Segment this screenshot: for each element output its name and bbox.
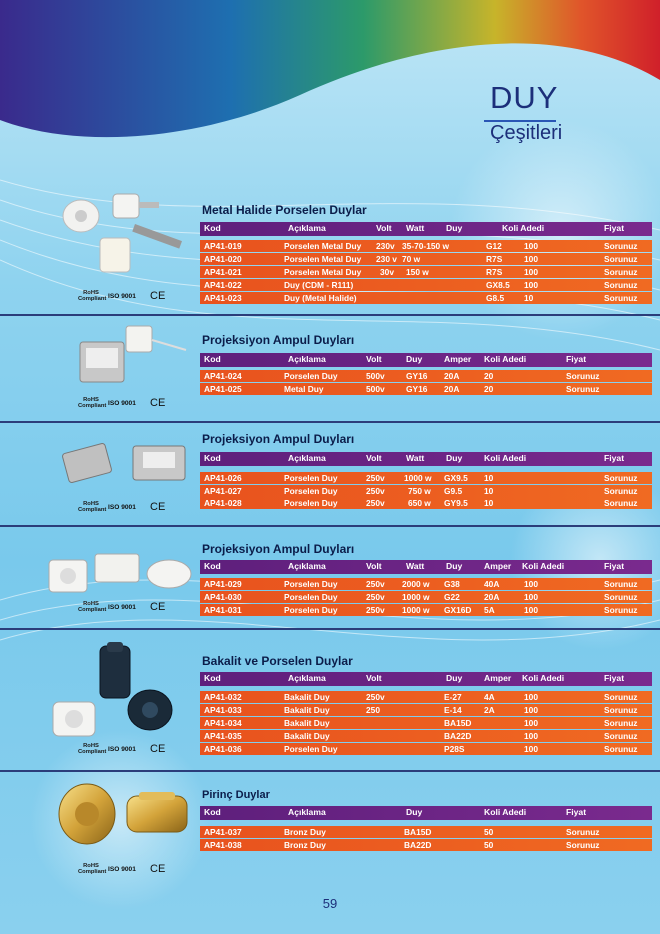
table-header: Kod Açıklama Volt Watt Duy Amper Koli Adedi Fiyat: [200, 560, 652, 574]
title-underline: [484, 120, 556, 122]
table-row: AP41-034 Bakalit Duy BA15D 100 Sorunuz: [200, 717, 652, 729]
section-title: Bakalit ve Porselen Duylar: [202, 654, 353, 668]
section-divider: [0, 525, 660, 527]
table-header: Kod Açıklama Duy Koli Adedi Fiyat: [200, 806, 652, 820]
table-header: Kod Açıklama Volt Watt Duy Koli Adedi Fiyat: [200, 452, 652, 466]
iso-logo: ISO 9001: [108, 866, 136, 873]
table-row: AP41-021 Porselen Metal Duy 30v 150 w R7S 100 Sorunuz: [200, 266, 652, 278]
table-row: AP41-028 Porselen Duy 250v 650 w GY9.5 10 Sorunuz: [200, 497, 652, 509]
cert-logos-5: [78, 743, 188, 757]
projeksiyon-images-1: [70, 322, 190, 398]
table-header: Kod Açıklama Volt Duy Amper Koli Adedi Fiyat: [200, 353, 652, 367]
rohs-logo: RoHS Compliant: [78, 290, 107, 302]
table-row: AP41-036 Porselen Duy P28S 100 Sorunuz: [200, 743, 652, 755]
section-title: Projeksiyon Ampul Duyları: [202, 432, 355, 446]
section-divider: [0, 421, 660, 423]
iso-logo: ISO 9001: [108, 504, 136, 511]
section-divider: [0, 770, 660, 772]
section-divider: [0, 628, 660, 630]
table-row: AP41-020 Porselen Metal Duy 230 v 70 w R7S 100 Sorunuz: [200, 253, 652, 265]
ce-logo: CE: [150, 290, 166, 302]
table-row: AP41-035 Bakalit Duy BA22D 100 Sorunuz: [200, 730, 652, 742]
cert-logos-1: [78, 290, 188, 304]
page-title: [490, 80, 650, 145]
table-row: AP41-037 Bronz Duy BA15D 50 Sorunuz: [200, 826, 652, 838]
bakalit-images: [45, 640, 195, 749]
rohs-logo: RoHS Compliant: [78, 743, 107, 755]
pirinc-images: [55, 778, 195, 857]
table-row: AP41-025 Metal Duy 500v GY16 20A 20 Sorunuz: [200, 383, 652, 395]
table-row: AP41-038 Bronz Duy BA22D 50 Sorunuz: [200, 839, 652, 851]
metal-halide-images: [55, 188, 195, 292]
table-row: AP41-022 Duy (CDM - R111) GX8.5 100 Sorunuz: [200, 279, 652, 291]
table-row: AP41-031 Porselen Duy 250v 1000 w GX16D 5A 100 Sorunuz: [200, 604, 652, 616]
title-sub: Çeşitleri: [490, 122, 563, 144]
table-row: AP41-033 Bakalit Duy 250 E-14 2A 100 Sorunuz: [200, 704, 652, 716]
ce-logo: CE: [150, 743, 166, 755]
section-title: Projeksiyon Ampul Duyları: [202, 333, 355, 347]
table-row: AP41-023 Duy (Metal Halide) G8.5 10 Sorunuz: [200, 292, 652, 304]
section-title: Metal Halide Porselen Duylar: [202, 203, 367, 217]
porselen-duy-images: [45, 550, 195, 604]
table-row: AP41-026 Porselen Duy 250v 1000 w GX9.5 10 Sorunuz: [200, 472, 652, 484]
table-row: AP41-019 Porselen Metal Duy 230v 35-70-150 w G12 100 Sorunuz: [200, 240, 652, 252]
rohs-logo: RoHS Compliant: [78, 863, 107, 875]
cert-logos-2: [78, 397, 188, 411]
section-divider: [0, 314, 660, 316]
table-row: AP41-032 Bakalit Duy 250v E-27 4A 100 Sorunuz: [200, 691, 652, 703]
table-row: AP41-030 Porselen Duy 250v 1000 w G22 20A 100 Sorunuz: [200, 591, 652, 603]
title-main: DUY: [490, 80, 559, 115]
rohs-logo: RoHS Compliant: [78, 501, 107, 513]
ce-logo: CE: [150, 397, 166, 409]
rohs-logo: RoHS Compliant: [78, 601, 107, 613]
page-number: 59: [322, 896, 338, 911]
ce-logo: CE: [150, 501, 166, 513]
table-row: AP41-024 Porselen Duy 500v GY16 20A 20 Sorunuz: [200, 370, 652, 382]
iso-logo: ISO 9001: [108, 746, 136, 753]
table-row: AP41-027 Porselen Duy 250v 750 w G9.5 10 Sorunuz: [200, 485, 652, 497]
iso-logo: ISO 9001: [108, 293, 136, 300]
cert-logos-3: [78, 501, 188, 515]
ce-logo: CE: [150, 601, 166, 613]
ce-logo: CE: [150, 863, 166, 875]
iso-logo: ISO 9001: [108, 400, 136, 407]
cert-logos-6: [78, 863, 188, 877]
section-title: Pirinç Duylar: [202, 789, 270, 801]
projeksiyon-images-2: [55, 432, 195, 501]
iso-logo: ISO 9001: [108, 604, 136, 611]
rohs-logo: RoHS Compliant: [78, 397, 107, 409]
table-header: Kod Açıklama Volt Duy Amper Koli Adedi Fiyat: [200, 672, 652, 686]
table-row: AP41-029 Porselen Duy 250v 2000 w G38 40A 100 Sorunuz: [200, 578, 652, 590]
cert-logos-4: [78, 601, 188, 615]
table-header: Kod Açıklama Volt Watt Duy Koli Adedi Fiyat: [200, 222, 652, 236]
section-title: Projeksiyon Ampul Duyları: [202, 542, 355, 556]
